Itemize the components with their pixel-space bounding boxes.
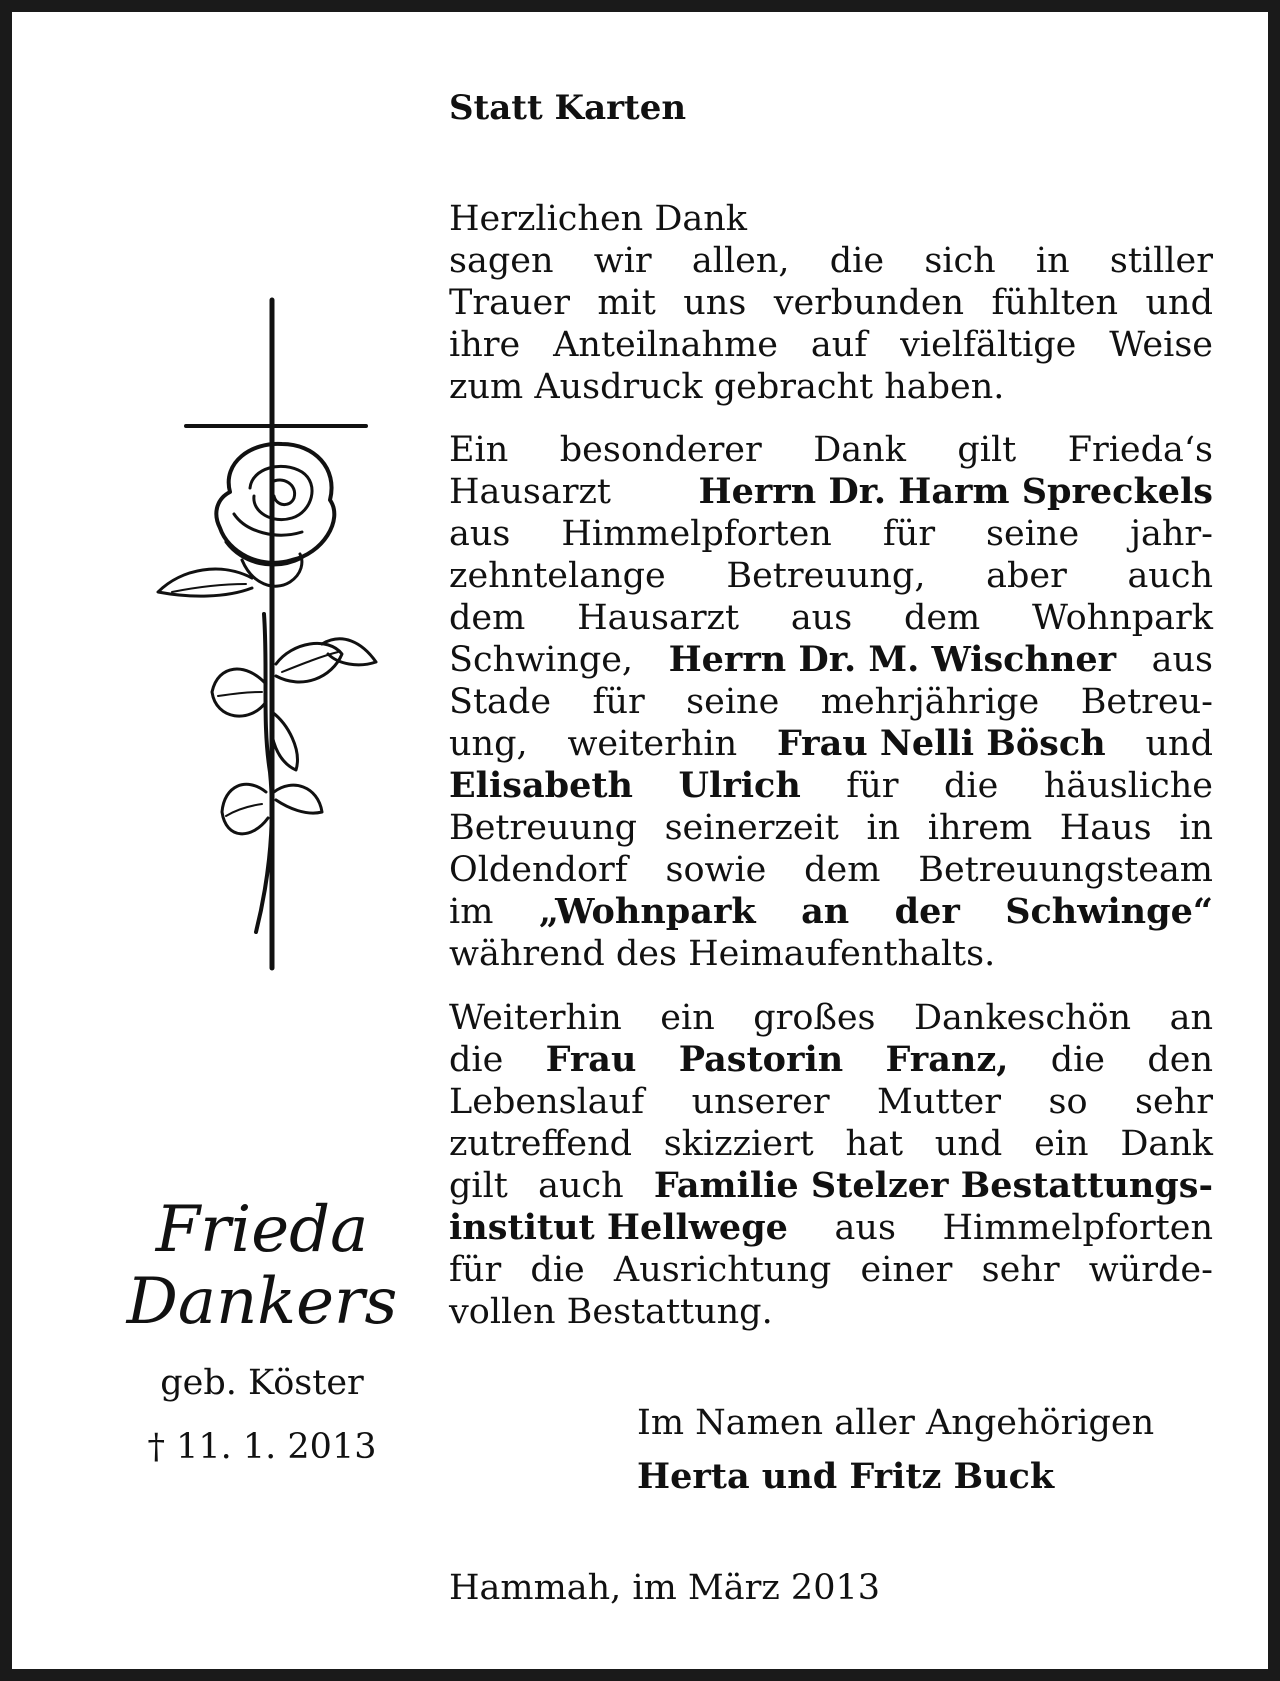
- maiden-name: geb. Köster: [160, 1363, 364, 1403]
- text-line: [449, 1291, 1213, 1333]
- word: besonderer: [559, 430, 762, 470]
- word: Mutter: [877, 1082, 1001, 1122]
- text-line: [449, 513, 1213, 555]
- word: Trauer: [449, 283, 570, 323]
- word: würde-: [1088, 1250, 1213, 1290]
- word: Hausarzt: [449, 472, 611, 512]
- word: die: [1050, 1040, 1106, 1080]
- bold-word: Frau Nelli Bösch: [776, 723, 1106, 764]
- word: gebracht: [713, 367, 874, 407]
- text-line: [449, 681, 1213, 723]
- text-line: [449, 429, 1213, 471]
- word: sagen: [449, 241, 554, 281]
- word: Ausdruck: [534, 367, 703, 407]
- word: mehrjährige: [820, 682, 1040, 722]
- word: Betreu-: [1080, 682, 1213, 722]
- word: Betreuung: [449, 808, 637, 848]
- text-line: [449, 933, 1213, 975]
- bold-word: Herrn Dr. M. Wischner: [668, 639, 1117, 680]
- paragraph-caregivers: [449, 429, 1213, 975]
- word: allen,: [691, 241, 790, 281]
- word: unserer: [691, 1082, 830, 1122]
- word: die: [449, 1040, 504, 1080]
- notice-heading: Statt Karten: [449, 88, 687, 128]
- word: im: [449, 892, 494, 932]
- word: Betreuung,: [726, 556, 926, 596]
- word: skizziert: [663, 1124, 814, 1164]
- word: auch: [1127, 556, 1213, 596]
- word: seinerzeit: [664, 808, 839, 848]
- deceased-last-name: Dankers: [126, 1265, 398, 1339]
- word: dem: [449, 598, 526, 638]
- word: für: [592, 682, 645, 722]
- paragraph-funeral: [449, 997, 1213, 1333]
- word: Lebenslauf: [449, 1082, 645, 1122]
- word: großes: [753, 998, 876, 1038]
- word: Weiterhin: [449, 998, 622, 1038]
- text-line: [449, 1081, 1213, 1123]
- word: die: [944, 766, 999, 806]
- word: Hausarzt: [577, 598, 740, 638]
- word: seine: [986, 514, 1080, 554]
- word: die: [829, 241, 885, 281]
- word: dem: [804, 850, 881, 890]
- word: Haus: [1059, 808, 1152, 848]
- word: gilt: [957, 430, 1017, 470]
- word: Heimaufenthalts.: [688, 934, 996, 974]
- word: ihre: [449, 325, 521, 365]
- word: wir: [593, 241, 652, 281]
- word: sehr: [981, 1250, 1060, 1290]
- word: ihrem: [927, 808, 1033, 848]
- word: aus: [1151, 640, 1213, 680]
- word: des: [615, 934, 677, 974]
- text-line: [449, 1207, 1213, 1249]
- text-line: [449, 471, 1213, 513]
- word: zum: [449, 367, 524, 407]
- text-line: [449, 366, 1213, 408]
- signature-label: Im Namen aller Angehörigen: [637, 1403, 1155, 1443]
- word: mit: [597, 283, 656, 323]
- word: hat: [845, 1124, 904, 1164]
- word: Weise: [1109, 325, 1213, 365]
- word: Dank: [813, 430, 906, 470]
- word: für: [882, 514, 936, 554]
- word: und: [934, 1124, 1003, 1164]
- word: Anteilnahme: [553, 325, 778, 365]
- text-line: [449, 597, 1213, 639]
- word: Himmelpforten: [561, 514, 832, 554]
- word: seine: [686, 682, 780, 722]
- bold-word: Schwinge“: [1005, 891, 1213, 932]
- word: Stade: [449, 682, 552, 722]
- bold-word: Franz,: [885, 1039, 1009, 1080]
- text-line: [449, 639, 1213, 681]
- text-line: [449, 765, 1213, 807]
- word: ung,: [449, 724, 528, 764]
- bold-word: Ulrich: [678, 765, 801, 806]
- word: sehr: [1135, 1082, 1213, 1122]
- bold-word: Elisabeth: [449, 765, 634, 806]
- word: für: [846, 766, 899, 806]
- bold-word: institut Hellwege: [449, 1207, 788, 1248]
- bold-word: Herrn Dr. Harm Spreckels: [698, 471, 1213, 512]
- word: und: [1145, 283, 1213, 323]
- word: dem: [903, 598, 981, 638]
- text-line: [449, 997, 1213, 1039]
- text-line: [449, 1039, 1213, 1081]
- word: Frieda‘s: [1067, 430, 1213, 470]
- word: fühlten: [991, 283, 1119, 323]
- text-line: [449, 282, 1213, 324]
- word: aus: [449, 514, 511, 554]
- word: vollen: [449, 1292, 556, 1332]
- word: ein: [660, 998, 715, 1038]
- word: so: [1048, 1082, 1088, 1122]
- word: gilt: [449, 1166, 508, 1206]
- signature-names: Herta und Fritz Buck: [637, 1456, 1055, 1497]
- bold-word: Familie Stelzer Bestattungs-: [653, 1165, 1213, 1206]
- word: Wohnpark: [1032, 598, 1213, 638]
- word: Betreuungsteam: [918, 850, 1213, 890]
- word: jahr-: [1130, 514, 1213, 554]
- word: einer: [860, 1250, 953, 1290]
- word: Ausrichtung: [613, 1250, 832, 1290]
- word: Dankeschön: [913, 998, 1132, 1038]
- text-line: [449, 1165, 1213, 1207]
- word: in: [866, 808, 901, 848]
- death-date: † 11. 1. 2013: [147, 1427, 377, 1467]
- word: vielfältige: [900, 325, 1077, 365]
- word: an: [1169, 998, 1213, 1038]
- word: in: [1035, 241, 1070, 281]
- word: stiller: [1109, 241, 1213, 281]
- word: aber: [986, 556, 1067, 596]
- word: in: [1179, 808, 1213, 848]
- word: den: [1147, 1040, 1213, 1080]
- word: auch: [538, 1166, 624, 1206]
- word: zutreffend: [449, 1124, 633, 1164]
- word: die: [530, 1250, 585, 1290]
- word: aus: [790, 598, 853, 638]
- bold-word: der: [894, 891, 960, 932]
- deceased-first-name: Frieda: [155, 1193, 369, 1267]
- bold-word: Frau: [545, 1039, 637, 1080]
- bold-word: an: [801, 891, 850, 932]
- word: haben.: [884, 367, 1005, 407]
- text-line: [449, 1249, 1213, 1291]
- text-line: [449, 240, 1213, 282]
- word: sowie: [665, 850, 767, 890]
- word: und: [1145, 724, 1213, 764]
- text-line: [449, 891, 1213, 933]
- word: Himmelpforten: [942, 1208, 1213, 1248]
- word: ein: [1034, 1124, 1089, 1164]
- text-line: [449, 1123, 1213, 1165]
- word: verbunden: [773, 283, 965, 323]
- word: zehntelange: [449, 556, 666, 596]
- cross-with-rose-icon: [142, 292, 392, 982]
- word: für: [449, 1250, 502, 1290]
- text-line: [449, 849, 1213, 891]
- word: auf: [810, 325, 868, 365]
- place-and-date: Hammah, im März 2013: [449, 1568, 881, 1608]
- word: Oldendorf: [449, 850, 628, 890]
- text-line: [449, 555, 1213, 597]
- word: aus: [834, 1208, 896, 1248]
- word: Ein: [449, 430, 509, 470]
- bold-word: Pastorin: [678, 1039, 844, 1080]
- word: häusliche: [1043, 766, 1213, 806]
- text-line: [449, 723, 1213, 765]
- word: Schwinge,: [449, 640, 634, 680]
- paragraph-thanks: [449, 240, 1213, 408]
- bold-word: „Wohnpark: [538, 891, 756, 932]
- word: weiterhin: [567, 724, 738, 764]
- word: während: [449, 934, 605, 974]
- word: Dank: [1120, 1124, 1213, 1164]
- text-line: [449, 807, 1213, 849]
- word: sich: [924, 241, 996, 281]
- thanks-title: Herzlichen Dank: [449, 199, 747, 239]
- word: Bestattung.: [566, 1292, 773, 1332]
- word: uns: [683, 283, 747, 323]
- text-line: [449, 324, 1213, 366]
